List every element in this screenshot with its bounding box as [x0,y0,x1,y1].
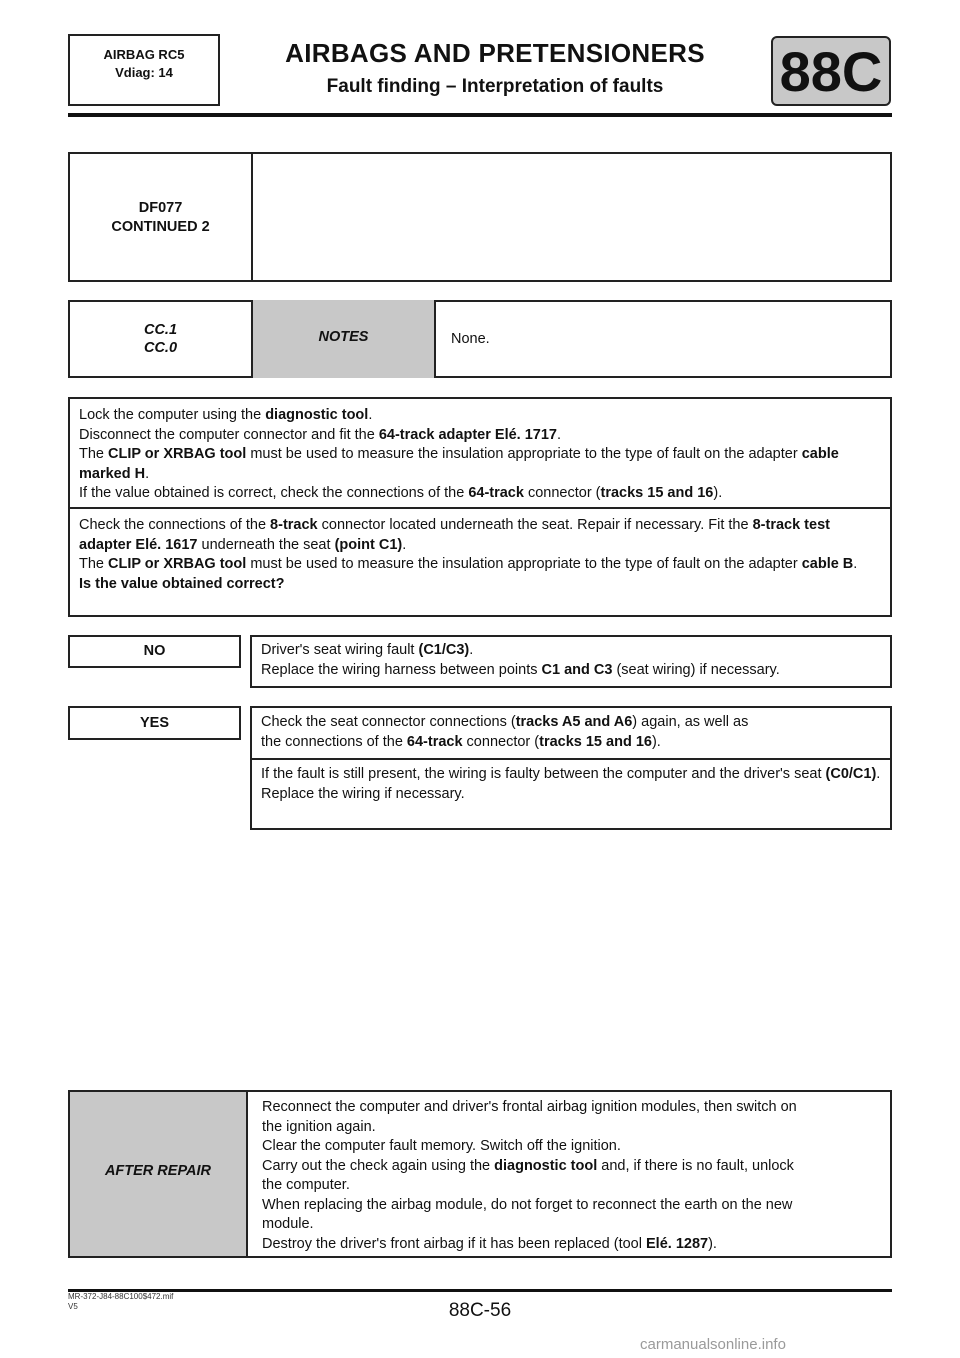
no-line-1: Driver's seat wiring fault (C1/C3). [261,642,474,658]
after-repair-block [68,1090,892,1258]
status-codes-cell [70,321,251,357]
yes-label: YES [139,715,169,731]
after-repair-line-3: Clear the computer fault memory. Switch off the ignition. [262,1138,621,1154]
page-subtitle: Fault finding – Interpretation of faults [326,76,664,97]
procedure-block-1 [68,397,892,509]
no-answer-box [250,635,892,688]
after-repair-label-cell [68,1090,248,1258]
notes-row [68,300,892,378]
yes-line-1: Check the seat connector connections (tracks A5 and A6) again, as well as [261,714,749,730]
header-model: AIRBAG RC5 [103,47,185,62]
page-title: AIRBAGS AND PRETENSIONERS [285,38,705,68]
fault-block [68,152,892,282]
proc1-line-4: If the value obtained is correct, check the connections of the 64-track connector (tracks 15 and 16). [79,485,723,501]
fault-code-cell [70,199,251,237]
yes-answer-box-2 [250,758,892,830]
footer-ref-block [68,1292,173,1311]
after-repair-line-2: the ignition again. [262,1118,376,1135]
after-repair-line-6: When replacing the airbag module, do not forget to reconnect the earth on the new [262,1196,793,1213]
status-code-2: CC.0 [143,340,178,356]
after-repair-line-5: the computer. [262,1177,350,1193]
after-repair-line-4: Carry out the check again using the diagnostic tool and, if there is no fault, unlock [262,1157,794,1174]
page-number: 88C-56 [448,1300,512,1321]
proc2-question: Is the value obtained correct? [79,575,285,592]
header-divider [68,113,892,117]
header-vdiag: Vdiag: 14 [115,65,173,80]
yes-label-box [68,706,241,740]
footer-divider [68,1289,892,1292]
after-repair-label: AFTER REPAIR [104,1163,212,1179]
yes-answer-box-1 [250,706,892,760]
section-code-badge: 88C [771,36,891,106]
after-repair-line-8: Destroy the driver's front airbag if it has been replaced (tool Elé. 1287). [262,1235,717,1252]
fault-continued: CONTINUED 2 [111,219,210,235]
fault-code: DF077 [138,200,183,216]
footer-file-ref: MR-372-J84-88C100$472.mif [68,1292,174,1301]
no-line-2: Replace the wiring harness between points C1 and C3 (seat wiring) if necessary. [261,661,780,678]
yes-fault-line: If the fault is still present, the wiring is faulty between the computer and the driver's seat (C0/C1). [261,766,881,782]
notes-text: None. [451,331,490,347]
footer-version: V5 [68,1301,78,1311]
proc1-line-3: The CLIP or XRBAG tool must be used to measure the insulation appropriate to the type of fault on the adapter cable marked H. [79,446,839,482]
proc2-line-2: The CLIP or XRBAG tool must be used to measure the insulation appropriate to the type of fault on the adapter cable B. [79,556,858,572]
no-label: NO [143,643,166,659]
notes-label-cell [251,300,436,378]
after-repair-line-7: module. [262,1216,314,1232]
after-repair-text [262,1098,882,1254]
watermark: carmanualsonline.info [640,1336,786,1353]
procedure-block-2 [68,507,892,617]
header-model-box [68,34,220,106]
status-code-1: CC.1 [143,322,178,338]
yes-line-2: the connections of the 64-track connector (tracks 15 and 16). [261,733,661,750]
no-label-box [68,635,241,668]
yes-replace-line: Replace the wiring if necessary. [261,785,465,802]
fault-block-divider [251,152,253,282]
after-repair-line-1: Reconnect the computer and driver's frontal airbag ignition modules, then switch on [262,1099,797,1115]
proc2-line-1: Check the connections of the 8-track connector located underneath the seat. Repair if necessary. Fit the 8-track test adapter Elé. 1617 underneath the seat (point C1). [79,517,830,553]
proc1-line-1: Lock the computer using the diagnostic tool. [79,407,373,423]
notes-label: NOTES [318,329,369,345]
proc1-line-2: Disconnect the computer connector and fit the 64-track adapter Elé. 1717. [79,426,562,443]
